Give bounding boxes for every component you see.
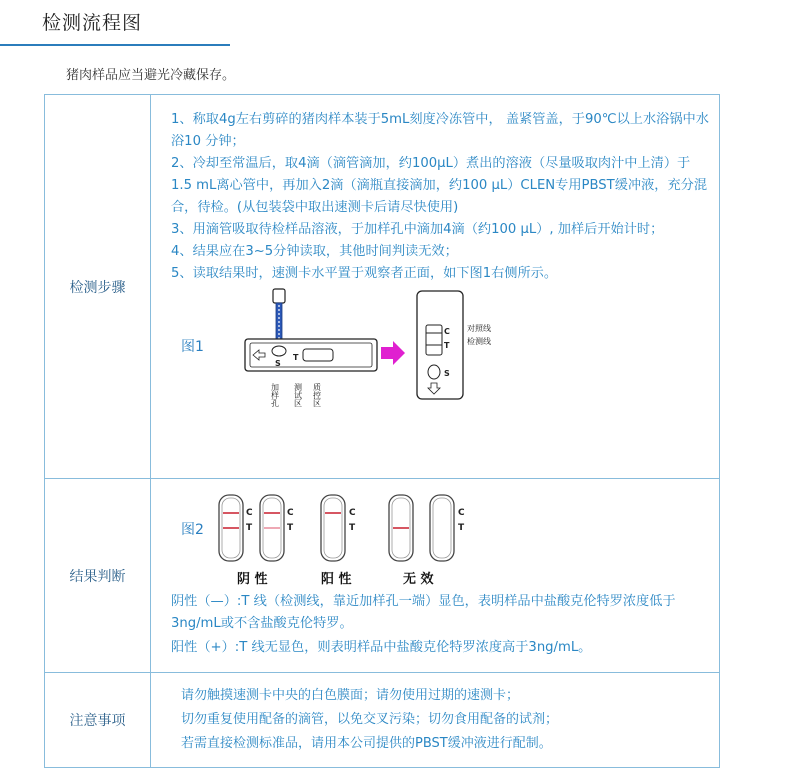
note-line-1: 请勿触摸速测卡中央的白色膜面；请勿使用过期的速测卡； xyxy=(181,688,520,703)
steps-label: 检测步骤 xyxy=(45,95,151,479)
notes-content xyxy=(151,673,720,768)
result-positive-text: 阳性（+）:T 线无显色，则表明样品中盐酸克伦特罗浓度高于3ng/mL。 xyxy=(171,640,592,655)
notes-label: 注意事项 xyxy=(45,673,151,768)
legend-control-line: 对照线 xyxy=(467,324,491,333)
negative-card2-t: T xyxy=(287,523,294,533)
result-positive-card xyxy=(321,495,356,561)
result-invalid-cards xyxy=(389,495,465,561)
positive-card-c: C xyxy=(349,508,356,518)
positive-card-t: T xyxy=(349,523,356,533)
results-row xyxy=(45,479,720,673)
invalid-card-c: C xyxy=(458,508,465,518)
figure-2-label: 图2 xyxy=(181,522,204,538)
result-negative-cards xyxy=(219,495,294,561)
step-2: 2、冷却至常温后，取4滴（滴管滴加，约100μL）煮出的溶液（尽量吸取肉汁中上清）于1.5 mL离心管中，再加入2滴（滴瓶直接滴加，约100 μL）CLEN专用PBST缓冲液，充分混合，待检。(从包装袋中取出速测卡后请尽快使用) xyxy=(171,156,708,215)
test-card-horizontal xyxy=(245,339,377,371)
procedure-table xyxy=(44,94,720,768)
negative-card1-c: C xyxy=(246,508,253,518)
title-underline xyxy=(0,44,230,46)
vertical-s-mark: S xyxy=(444,369,450,378)
caption-invalid: 无 效 xyxy=(403,572,434,587)
zone-label-test-zone: 测试区 xyxy=(293,383,303,407)
note-line-2: 切勿重复使用配备的滴管，以免交叉污染；切勿食用配备的试剂； xyxy=(181,712,559,727)
zone-labels xyxy=(271,382,322,408)
figure-1-label: 图1 xyxy=(181,339,204,355)
figure-2 xyxy=(171,487,711,589)
notes-row xyxy=(45,673,720,768)
result-negative-text: 阴性（—）:T 线（检测线，靠近加样孔一端）显色，表明样品中盐酸克伦特罗浓度低于3ng/mL或不含盐酸克伦特罗。 xyxy=(171,594,676,631)
vertical-t-mark: T xyxy=(444,341,450,350)
step-4: 4、结果应在3~5分钟读取，其他时间判读无效； xyxy=(171,244,458,259)
zone-label-sample-well: 加样孔 xyxy=(270,383,280,407)
arrow-right-icon xyxy=(381,341,405,365)
invalid-card-t: T xyxy=(458,523,465,533)
legend-test-line: 检测线 xyxy=(467,337,491,346)
page-title: 检测流程图 xyxy=(42,12,143,34)
figure-1 xyxy=(171,287,711,409)
negative-card1-t: T xyxy=(246,523,253,533)
note-line-3: 若需直接检测标准品，请用本公司提供的PBST缓冲液进行配制。 xyxy=(181,736,552,751)
steps-content xyxy=(151,95,720,479)
step-1: 1、称取4g左右剪碎的猪肉样本装于5mL刻度冷冻管中， 盖紧管盖，于90℃以上水浴锅中水浴10 分钟； xyxy=(171,112,709,149)
storage-note: 猪肉样品应当避光冷藏保存。 xyxy=(66,68,236,83)
caption-positive: 阳 性 xyxy=(321,572,352,587)
card-t-mark: T xyxy=(293,353,299,362)
vertical-c-mark: C xyxy=(444,327,450,336)
step-5: 5、读取结果时，速测卡水平置于观察者正面，如下图1右侧所示。 xyxy=(171,266,558,281)
caption-negative: 阴 性 xyxy=(237,572,268,587)
steps-row xyxy=(45,95,720,479)
negative-card2-c: C xyxy=(287,508,294,518)
test-card-vertical xyxy=(417,291,463,399)
zone-label-control-zone: 质控区 xyxy=(312,383,322,407)
results-label: 结果判断 xyxy=(45,479,151,673)
card-s-mark: S xyxy=(275,359,281,368)
results-content xyxy=(151,479,720,673)
step-3: 3、用滴管吸取待检样品溶液，于加样孔中滴加4滴（约100 μL）, 加样后开始计时； xyxy=(171,222,664,237)
